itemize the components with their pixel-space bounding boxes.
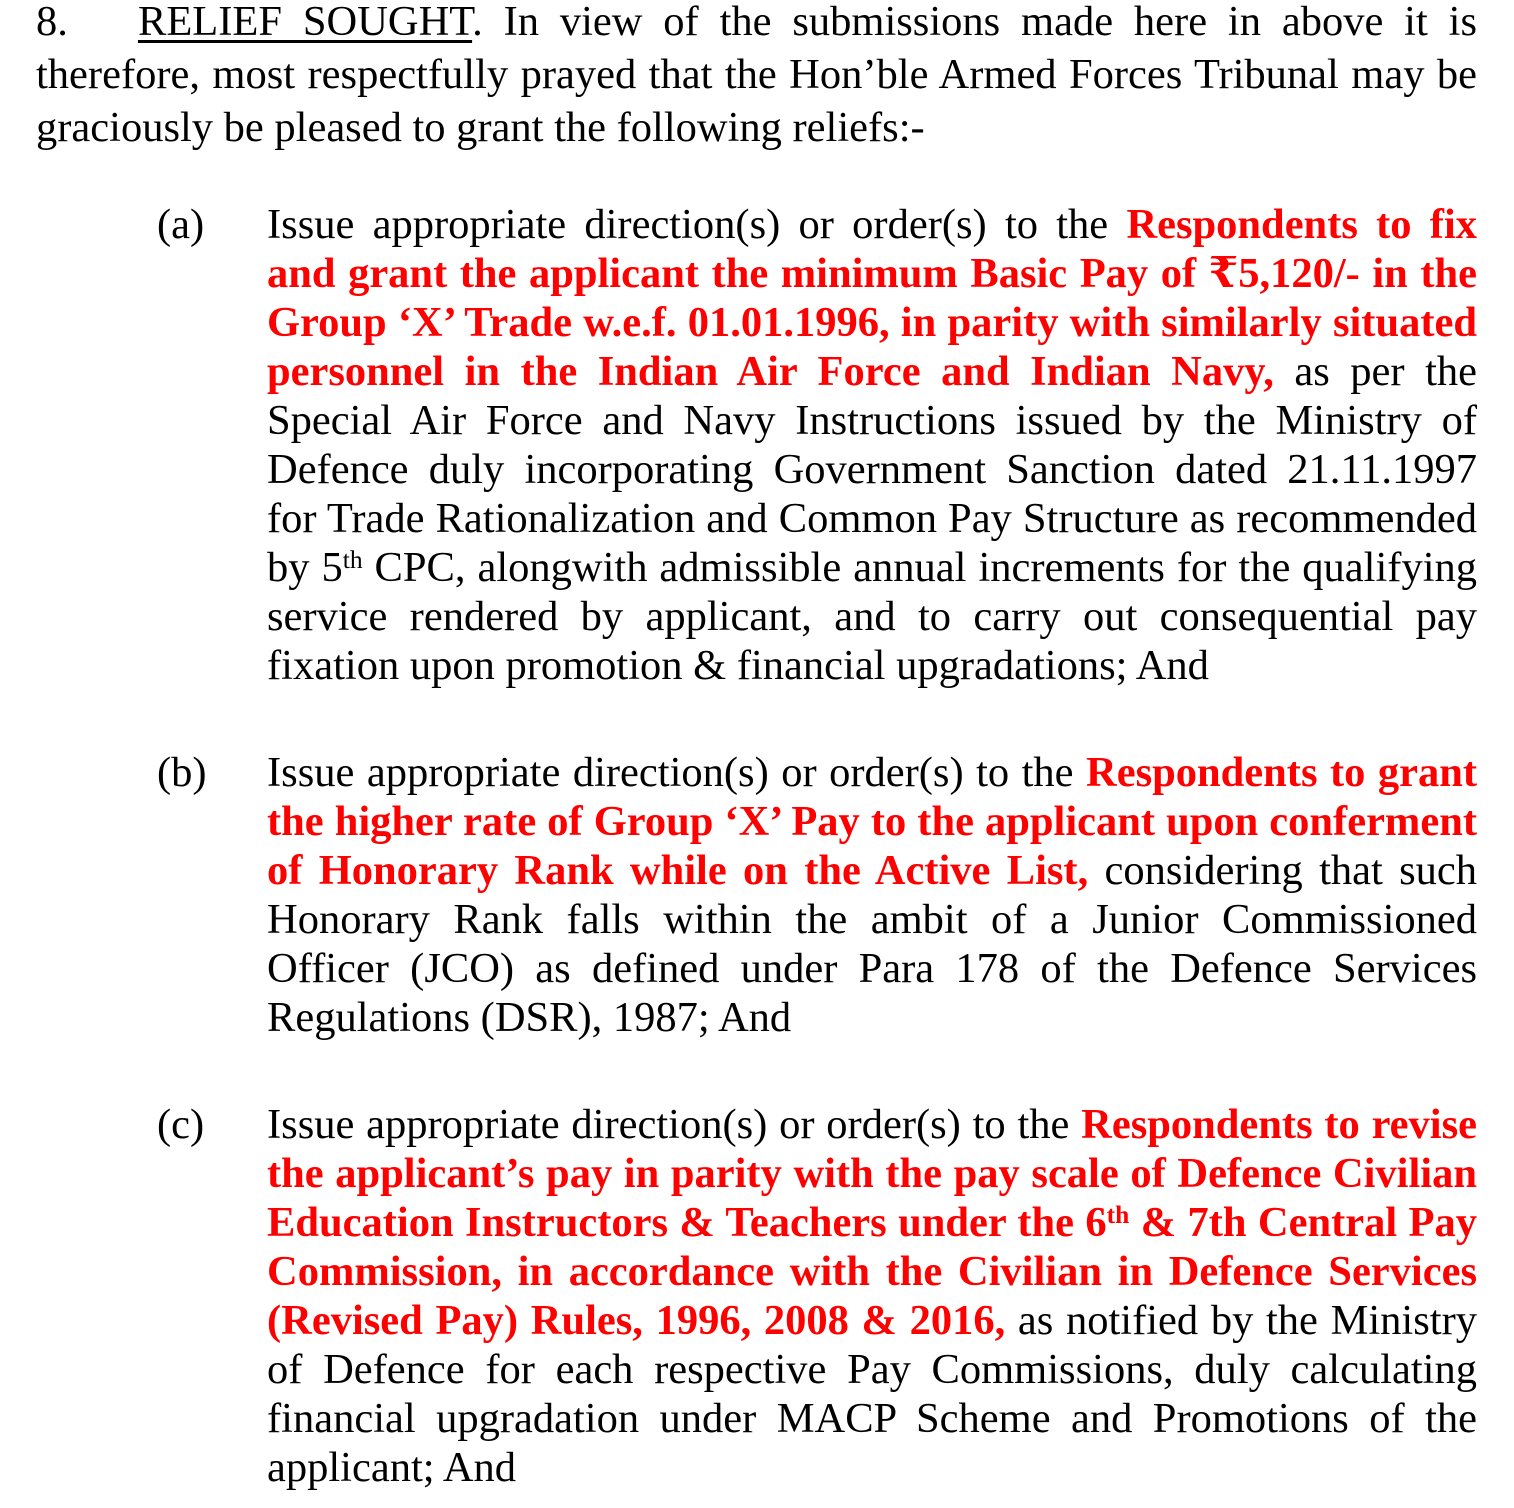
intro-paragraph [36,0,1477,154]
intro-text: . In view of the submissions made here in above it is therefore, most respectfully prayed that the Hon’ble Armed Forces Tribunal may be graciously be pleased to grant the following reliefs:- [36,0,1477,151]
highlighted-text-run: Respondents to fix and grant the applicant the minimum Basic Pay of ₹5,120/- in the Group ‘X’ Trade w.e.f. 01.01.1996, in parity with similarly situated personnel in the Indian Air Force and Indian Navy, [267,201,1478,395]
text-run: CPC, alongwith admissible annual increments for the qualifying service rendered by applicant, and to carry out consequential pay fixation upon promotion & financial upgradations; And [267,544,1478,689]
text-run: as notified by the Ministry of Defence for each respective Pay Commissions, duly calculating financial upgradation under MACP Scheme and Promotions of the applicant; And [267,1297,1477,1491]
item-label-c: (c) [157,1101,205,1148]
item-label-a: (a) [157,201,205,248]
item-text-b [267,749,1477,1041]
highlighted-text-run: Respondents to grant the higher rate of Group ‘X’ Pay to the applicant upon conferment of Honorary Rank while on the Active List, [267,749,1477,894]
text-run: Issue appropriate direction(s) or order(s) to the [267,201,1127,248]
text-run-superscript: th [342,545,363,575]
highlighted-text-run-superscript: th [1106,1200,1130,1230]
relief-item-c [157,1100,1477,1492]
relief-item-a [157,200,1478,690]
relief-item-b [157,748,1477,1042]
item-text-a [267,201,1477,689]
relief-items [36,200,1477,1492]
item-label-b: (b) [157,749,207,796]
text-run: as per the Special Air Force and Navy Instructions issued by the Ministry of Defence duly incorporating Government Sanction dated 21.11.1997 for Trade Rationalization and Common Pay Structure as recommended by 5 [267,348,1477,591]
text-run: Issue appropriate direction(s) or order(s) to the [267,749,1087,796]
item-text-c [267,1101,1477,1491]
relief-sought-heading: RELIEF SOUGHT [138,0,473,45]
paragraph-number: 8. [36,0,68,45]
highlighted-text-run: Respondents to revise the applicant’s pay in parity with the pay scale of Defence Civilian Education Instructors & Teachers under the 6 [267,1101,1477,1246]
text-run: Issue appropriate direction(s) or order(s) to the [267,1101,1082,1148]
highlighted-text-run: & 7th Central Pay Commission, in accordance with the Civilian in Defence Services (Revised Pay) Rules, 1996, 2008 & 2016, [267,1199,1477,1344]
text-run: considering that such Honorary Rank falls within the ambit of a Junior Commissioned Officer (JCO) as defined under Para 178 of the Defence Services Regulations (DSR), 1987; And [267,847,1477,1041]
